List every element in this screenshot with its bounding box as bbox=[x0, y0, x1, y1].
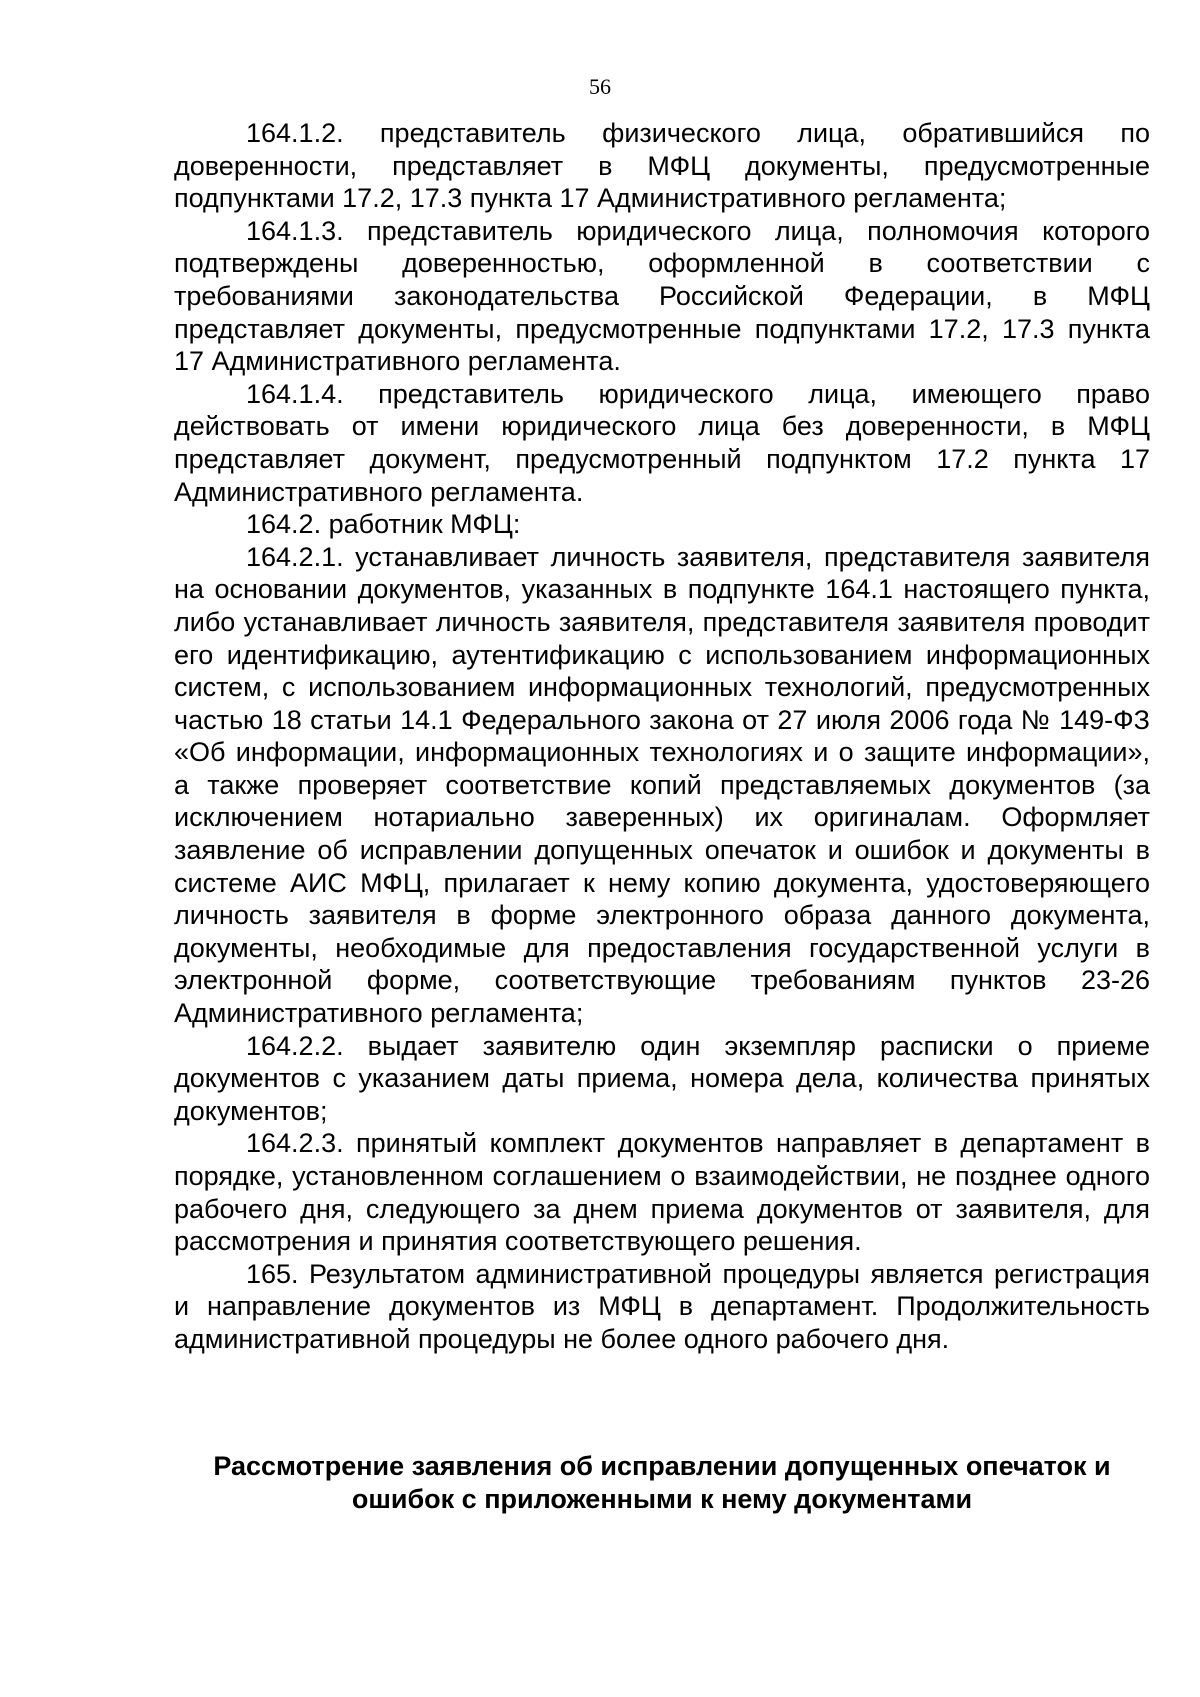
paragraph-164-1-3: 164.1.3. представитель юридического лица, полномочия которого подтверждены доверенностью, оформленной в соответствии с требованиями законодательства Российской Федерации, в МФЦ представляет документы, предусмотренные подпунктами 17.2, 17.3 пункта 17 Административного регламента. bbox=[174, 215, 1150, 377]
paragraph-164-1-2: 164.1.2. представитель физического лица, обратившийся по доверенности, представляет в МФЦ документы, предусмотренные подпунктами 17.2, 17.3 пункта 17 Административного регламента; bbox=[174, 118, 1150, 214]
page-number: 56 bbox=[589, 74, 611, 99]
paragraph-165: 165. Результатом административной процедуры является регистрация и направление документов из МФЦ в департамент. Продолжительность административной процедуры не более одного рабочего дня. bbox=[174, 1258, 1150, 1354]
paragraph-164-2-3: 164.2.3. принятый комплект документов направляет в департамент в порядке, установленном соглашением о взаимодействии, не позднее одного рабочего дня, следующего за днем приема документов от заявителя, для рассмотрения и принятия соответствующего решения. bbox=[174, 1128, 1150, 1257]
section-heading bbox=[174, 1450, 1150, 1516]
paragraph-164-2-1: 164.2.1. устанавливает личность заявителя, представителя заявителя на основании документов, указанных в подпункте 164.1 настоящего пункта, либо устанавливает личность заявителя, представителя заявителя проводит его идентификацию, аутентификацию с использованием информационных систем, с использованием информационных технологий, предусмотренных частью 18 статьи 14.1 Федерального закона от 27 июля 2006 года № 149-ФЗ «Об информации, информационных технологиях и о защите информации», а также проверяет соответствие копий представляемых документов (за исключением нотариально заверенных) их оригиналам. Оформляет заявление об исправлении допущенных опечаток и ошибок и документы в системе АИС МФЦ, прилагает к нему копию документа, удостоверяющего личность заявителя в форме электронного образа данного документа, документы, необходимые для предоставления государственной услуги в электронной форме, соответствующие требованиям пунктов 23-26 Административного регламента; bbox=[174, 541, 1150, 1029]
section-heading-line-2: ошибок с приложенными к нему документами bbox=[351, 1484, 973, 1514]
paragraph-164-2-2: 164.2.2. выдает заявителю один экземпляр расписки о приеме документов с указанием даты приема, номера дела, количества принятых документов; bbox=[174, 1030, 1150, 1126]
section-heading-line-1: Рассмотрение заявления об исправлении допущенных опечаток и bbox=[213, 1451, 1111, 1481]
paragraph-164-1-4: 164.1.4. представитель юридического лица, имеющего право действовать от имени юридического лица без доверенности, в МФЦ представляет документ, предусмотренный подпунктом 17.2 пункта 17 Административного регламента. bbox=[174, 378, 1150, 507]
paragraph-164-2: 164.2. работник МФЦ: bbox=[246, 509, 521, 540]
document-body bbox=[174, 117, 1150, 1356]
